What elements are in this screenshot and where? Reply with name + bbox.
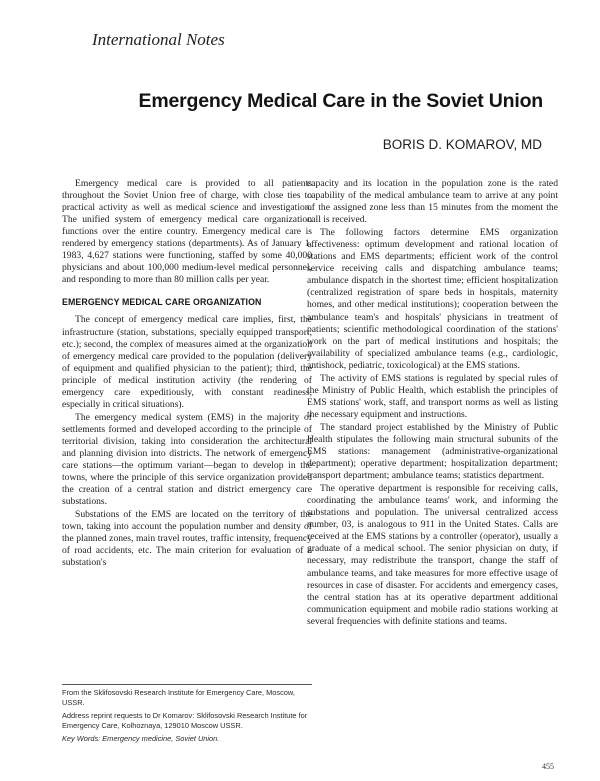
footnote-keywords: Key Words: Emergency medicine, Soviet Union. — [62, 734, 220, 744]
body-paragraph: The emergency medical system (EMS) in the majority of settlements formed and developed according to the principle of territorial division, taking into consideration the architectural and planning division into districts. The network of emergency care stations—the optimum variant—began to develop in the towns, where the principle of this service organization provided the creation of a central station and district emergency care substations. — [62, 411, 312, 508]
body-paragraph: The operative department is responsible for receiving calls, coordinating the ambulance teams' work, and informing the substations and population. The universal centralized access number, 03, is analogous to 911 in the United States. Calls are received at the EMS stations by a controller (operator), usually a graduate of a medical school. The senior physician on duty, if necessary, may redistribute the transport, change the staff of ambulance teams, and take measures for more effective usage of resources in case of disaster. For accidents and emergency cases, the central station has at its operative department additional communication equipment and mobile radio stations working at several frequencies with definite stations and teams. — [307, 483, 558, 627]
footnote-affiliation: From the Sklifosovski Research Institute for Emergency Care, Moscow, USSR. — [62, 688, 295, 707]
body-paragraph: Substations of the EMS are located on the territory of the town, taking into account the population number and density of the planned zones, main travel routes, traffic intensity, frequency of road accidents, etc. The main criterion for evaluation of a substation's — [62, 509, 312, 569]
footnote-divider — [62, 684, 312, 685]
body-paragraph: The concept of emergency medical care implies, first, the infrastructure (station, substations, specially equipped transport, etc.); second, the complex of measures aimed at the organization of emergency medical care provided to the population (delivery of equipment and qualified physician to the patient); third, the principle of medical institution activity (the rendering of emergency care expeditiously, with constant readiness, especially in critical situations). — [62, 314, 312, 410]
section-label: International Notes — [92, 30, 225, 49]
right-column — [307, 178, 558, 629]
body-paragraph: The standard project established by the Ministry of Public Health stipulates the following main structural subunits of the EMS stations: management (administrative-organizational department); operative department; hospitalization department; transport department; ambulance teams; statistics department. — [307, 421, 558, 482]
page-number: 455 — [542, 762, 554, 771]
author-byline: BORIS D. KOMAROV, MD — [382, 137, 542, 152]
left-column — [62, 178, 312, 570]
section-heading: EMERGENCY MEDICAL CARE ORGANIZATION — [62, 297, 262, 308]
body-paragraph: The following factors determine EMS organization effectiveness: optimum development and rational location of stations and EMS departments; efficient work of the control service receiving calls and dispatching ambulance teams; ambulance dispatch in the shortest time; efficient hospitalization (centralized registration of spare beds in hospitals, maternity homes, and other medical institutions); cooperation between the ambulance team's and hospitals' physicians in treatment of patients; scientific methodological coordination of the stations' work on the part of medical institutions and hospitals; the availability of specialized ambulance teams (e.g., cardiologic, antishock, pediatric, toxicological) at the EMS stations. — [307, 227, 558, 371]
continued-paragraph: capacity and its location in the population zone is the rated capability of the medical ambulance team to arrive at any point of the assigned zone less than 15 minutes from the moment the call is received. — [307, 178, 558, 226]
intro-paragraph: Emergency medical care is provided to all patients throughout the Soviet Union free of charge, with close ties to practical activity as well as medical science and investigation. The unified system of emergency medical care organization functions over the entire country. Emergency medical care is rendered by emergency stations (departments). As of January 1, 1983, 4,627 stations were functioning, staffed by some 40,000 physicians and about 100,000 medium-level medical personnel, and responding to more than 80 million calls per year. — [62, 178, 312, 286]
footnote-reprints: Address reprint requests to Dr Komarov: Sklifosovski Research Institute for Emergency Care, Kolhoznaya, 129010 Moscow USSR. — [62, 711, 308, 730]
article-title: Emergency Medical Care in the Soviet Union — [138, 90, 543, 112]
body-paragraph: The activity of EMS stations is regulated by special rules of the Ministry of Public Health, which establish the principles of EMS stations' work, staff, and transport norms as well as listing the necessary equipment and instructions. — [307, 372, 558, 420]
footnotes — [62, 688, 312, 748]
